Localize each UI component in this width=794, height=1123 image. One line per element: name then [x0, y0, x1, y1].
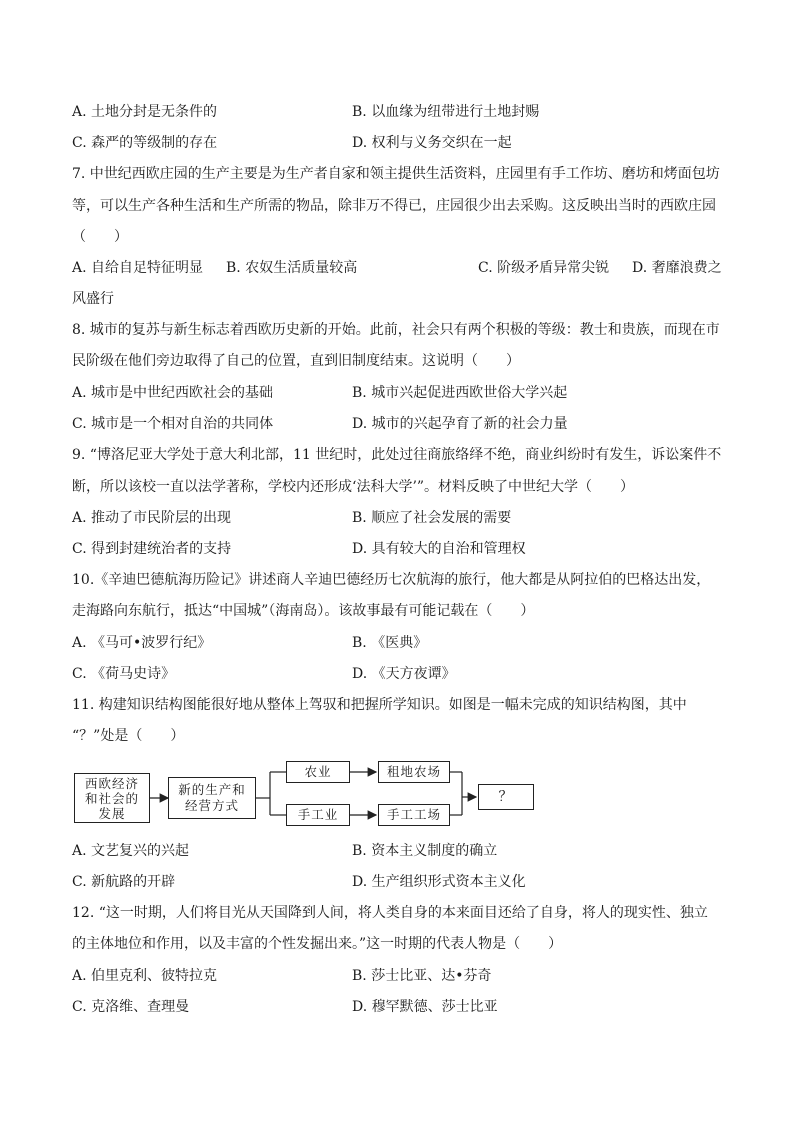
q7-stem-line2: 等，可以生产各种生活和生产所需的物品，除非万不得已，庄园很少出去采购。这反映出当时的西欧庄园 [72, 198, 716, 214]
q7-option-d[interactable]: D. 奢靡浪费之 [632, 260, 722, 276]
q6-option-c[interactable]: C. 森严的等级制的存在 [72, 135, 218, 151]
q6-option-b[interactable]: B. 以血缘为纽带进行土地封赐 [352, 104, 540, 120]
q11-option-b[interactable]: B. 资本主义制度的确立 [352, 843, 498, 859]
q8-option-b[interactable]: B. 城市兴起促进西欧世俗大学兴起 [352, 385, 568, 401]
q9-option-d[interactable]: D. 具有较大的自治和管理权 [352, 541, 526, 557]
box1-line3: 发展 [98, 805, 126, 821]
q9-option-b[interactable]: B. 顺应了社会发展的需要 [352, 510, 512, 526]
q9-stem-line2: 断，所以该校一直以法学著称，学校内还形成‘法科大学’”。材料反映了中世纪大学（ ） [72, 479, 635, 495]
q9-option-c[interactable]: C. 得到封建统治者的支持 [72, 541, 232, 557]
diagram-box-new-production [168, 777, 256, 819]
q9-stem-line1: 9. “博洛尼亚大学处于意大利北部，11 世纪时，此处过往商旅络绎不绝，商业纠纷时有发生，诉讼案件不 [72, 447, 722, 463]
q10-option-c[interactable]: C. 《荷马史诗》 [72, 666, 176, 682]
q12-option-c[interactable]: C. 克洛维、查理曼 [72, 999, 190, 1015]
q12-stem-line1: 12. “这一时期，人们将目光从天国降到人间，将人类自身的本来面目还给了自身，将人的现实性、独立 [72, 905, 708, 921]
q8-stem-line1: 8. 城市的复苏与新生标志着西欧历史新的开始。此前，社会只有两个积极的等级：教士和贵族，而现在市 [72, 322, 720, 338]
q7-stem-line3: （ ） [72, 229, 128, 245]
box2-line2: 经营方式 [184, 798, 239, 813]
diagram-box-agriculture: 农业 [286, 761, 350, 783]
diagram-box-question: ？ [478, 784, 534, 810]
q10-option-b[interactable]: B. 《医典》 [352, 635, 428, 651]
q12-option-b[interactable]: B. 莎士比亚、达•芬奇 [352, 968, 492, 984]
q7-option-b[interactable]: B. 农奴生活质量较高 [226, 260, 358, 276]
diagram-box-economy-society [74, 773, 150, 823]
q11-option-a[interactable]: A. 文艺复兴的兴起 [72, 843, 190, 859]
q8-option-d[interactable]: D. 城市的兴起孕育了新的社会力量 [352, 416, 568, 432]
q11-option-d[interactable]: D. 生产组织形式资本主义化 [352, 874, 526, 890]
q10-stem-line2: 走海路向东航行，抵达“中国城”（海南岛）。该故事最有可能记载在（ ） [72, 603, 535, 619]
q6-option-a[interactable]: A. 土地分封是无条件的 [72, 104, 218, 120]
diagram-box-leased-farm: 租地农场 [378, 761, 450, 783]
q7-stem-line1: 7. 中世纪西欧庄园的生产主要是为生产者自家和领主提供生活资料，庄园里有手工作坊、磨坊和烤面包坊 [72, 166, 720, 182]
box1-line1: 西欧经济 [84, 775, 139, 791]
q10-stem-line1: 10.《辛迪巴德航海历险记》讲述商人辛迪巴德经历七次航海的旅行，他大都是从阿拉伯的巴格达出发， [72, 572, 711, 588]
diagram-box-handicraft: 手工业 [286, 804, 350, 826]
box2-line1: 新的生产和 [178, 782, 246, 797]
q11-stem-line1: 11. 构建知识结构图能很好地从整体上驾驭和把握所学知识。如图是一幅未完成的知识结构图，其中 [72, 697, 687, 713]
q12-option-a[interactable]: A. 伯里克利、彼特拉克 [72, 968, 218, 984]
q8-stem-line2: 民阶级在他们旁边取得了自己的位置，直到旧制度结束。这说明（ ） [72, 353, 520, 369]
q8-option-a[interactable]: A. 城市是中世纪西欧社会的基础 [72, 385, 274, 401]
q12-stem-line2: 的主体地位和作用，以及丰富的个性发掘出来。”这一时期的代表人物是（ ） [72, 936, 563, 952]
q9-option-a[interactable]: A. 推动了市民阶层的出现 [72, 510, 232, 526]
q11-option-c[interactable]: C. 新航路的开辟 [72, 874, 176, 890]
q6-option-d[interactable]: D. 权利与义务交织在一起 [352, 135, 512, 151]
diagram-box-workshop: 手工工场 [378, 804, 450, 826]
box1-line2: 和社会的 [84, 790, 139, 806]
q7-option-d-cont: 风盛行 [72, 291, 114, 307]
q7-option-a[interactable]: A. 自给自足特征明显 [72, 260, 204, 276]
q11-stem-line2: “？”处是（ ） [72, 728, 185, 744]
q8-option-c[interactable]: C. 城市是一个相对自治的共同体 [72, 416, 274, 432]
q10-option-a[interactable]: A. 《马可•波罗行纪》 [72, 635, 212, 651]
q7-option-c[interactable]: C. 阶级矛盾异常尖锐 [478, 260, 610, 276]
q10-option-d[interactable]: D. 《天方夜谭》 [352, 666, 456, 682]
q12-option-d[interactable]: D. 穆罕默德、莎士比亚 [352, 999, 498, 1015]
